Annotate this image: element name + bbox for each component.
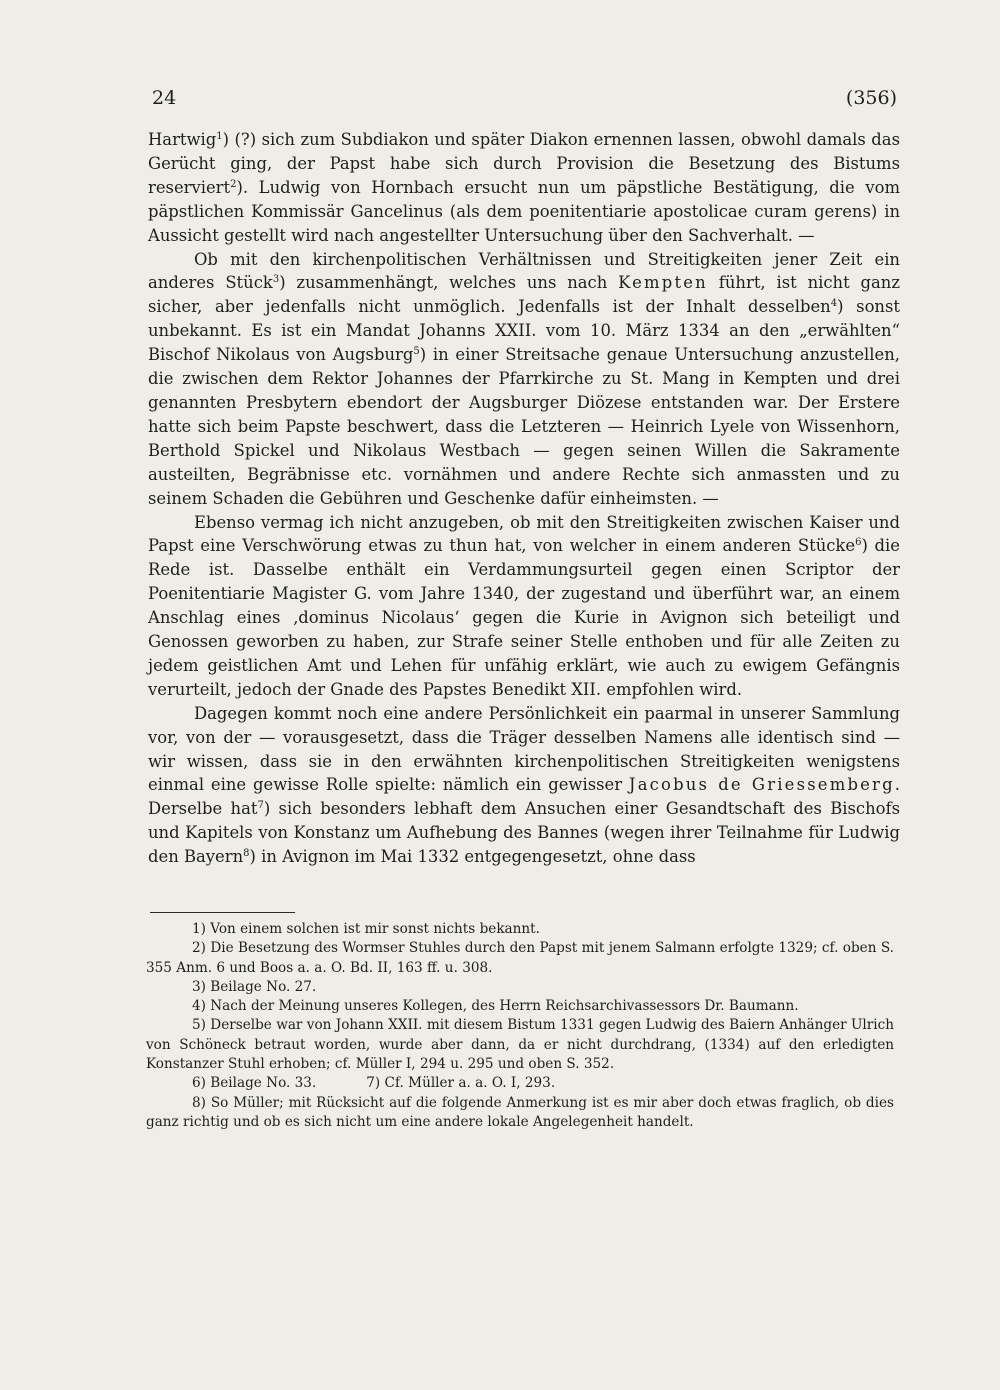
- footnote-ref: 8: [243, 848, 250, 860]
- original-page-number: (356): [845, 87, 897, 109]
- footnote-divider: [150, 912, 295, 913]
- footnote-ref: 5: [413, 346, 420, 358]
- footnote-4: 4) Nach der Meinung unseres Kollegen, des Herrn Reichsarchivassessors Dr. Baumann.: [192, 998, 799, 1015]
- footnote-ref: 4: [830, 298, 838, 310]
- spaced-name: Jacobus de Griessemberg: [628, 775, 895, 795]
- footnote-7: 7) Cf. Müller a. a. O. I, 293.: [366, 1075, 556, 1092]
- footnote-5: 5) Derselbe war von Johann XXII. mit diesem Bistum 1331 gegen Ludwig des Baiern Anhänger Ulrich von Schöneck betraut worden, wurde aber dann, da er nicht durchdrang, (1334) auf den erledigten Konstanzer Stuhl erhoben; cf. Müller I, 294 u. 295 und oben S. 352.: [146, 1017, 894, 1073]
- footnote-ref: 3: [272, 274, 280, 286]
- footnote-ref: 1: [216, 131, 223, 142]
- paragraph-3: Ebenso vermag ich nicht anzugeben, ob mit den Streitigkeiten zwischen Kaiser und Papst eine Verschwörung etwas zu thun hat, von welcher in einem anderen Stücke$^6$) die Rede ist. Dasselbe enthält ein Verdammungsurteil gegen einen Scriptor der Poenitentiarie Magister G. vom Jahre 1340, der zugestand und überführt war, an einem Anschlag eines ‚dominus Nicolaus‘ gegen die Kurie in Avignon sich beteiligt und Genossen geworben zu haben, zur Strafe seiner Stelle enthoben und für alle Zeiten zu jedem geistlichen Amt und Lehen für unfähig erklärt, wie auch zu ewigem Gefängnis verurteilt, jedoch der Gnade des Papstes Benedikt XII. empfohlen wird.: [148, 512, 900, 699]
- footnote-2: 2) Die Besetzung des Wormser Stuhles durch den Papst mit jenem Salmann erfolgte 1329; cf. oben S. 355 Anm. 6 und Boos a. a. O. Bd. II, 163 ff. u. 308.: [146, 940, 894, 976]
- footnotes-6-7: [146, 1074, 894, 1093]
- footnote-ref: 7: [257, 800, 264, 812]
- main-text: [148, 128, 900, 869]
- paragraph-4: Dagegen kommt noch eine andere Persönlichkeit ein paarmal in unserer Sammlung vor, von der — vorausgesetzt, dass die Träger desselben Namens alle identisch sind — wir wissen, dass sie in den erwähnten kirchenpolitischen Streitigkeiten wenigstens einmal eine gewisse Rolle spielte: nämlich ein gewisser Jacobus de Griessemberg. Derselbe hat$^7$) sich besonders lebhaft dem Ansuchen einer Gesandtschaft des Bischofs und Kapitels von Konstanz um Aufhebung des Bannes (wegen ihrer Teilnahme für Ludwig den Bayern$^8$) in Avignon im Mai 1332 entgegengesetzt, ohne dass: [148, 703, 900, 867]
- footnote-8: 8) So Müller; mit Rücksicht auf die folgende Anmerkung ist es mir aber doch etwas fraglich, ob dies ganz richtig und ob es sich nicht um eine andere lokale Angelegenheit handelt.: [146, 1094, 894, 1130]
- footnote-3: 3) Beilage No. 27.: [192, 978, 317, 995]
- footnote-1: 1) Von einem solchen ist mir sonst nichts bekannt.: [192, 921, 540, 937]
- page-number: 24: [152, 87, 177, 109]
- paragraph-1: Hartwig$^1$) (?) sich zum Subdiakon und später Diakon ernennen lassen, obwohl damals das Gerücht ging, der Papst habe sich durch Provision die Besetzung des Bistums reserviert$^2$). Ludwig von Hornbach ersucht nun um päpstliche Bestätigung, die vom päpstlichen Kommissär Gancelinus (als dem poenitentiarie apostolicae curam gerens) in Aussicht gestellt wird nach angestellter Untersuchung über den Sachverhalt. —: [148, 130, 900, 245]
- spaced-name: Kempten: [618, 273, 708, 293]
- footnotes: [146, 920, 894, 1132]
- footnote-6: 6) Beilage No. 33.: [192, 1075, 317, 1092]
- running-header: [152, 87, 897, 113]
- footnote-ref: 6: [855, 537, 862, 549]
- footnote-ref: 2: [230, 178, 237, 190]
- paragraph-2: Ob mit den kirchenpolitischen Verhältnissen und Streitigkeiten jener Zeit ein anderes Stück$^3$) zusammenhängt, welches uns nach Kempten führt, ist nicht ganz sicher, aber jedenfalls nicht unmöglich. Jedenfalls ist der Inhalt desselben$^4$) sonst unbekannt. Es ist ein Mandat Johanns XXII. vom 10. März 1334 an den „erwählten“ Bischof Nikolaus von Augsburg$^5$) in einer Streitsache genaue Untersuchung anzustellen, die zwischen dem Rektor Johannes der Pfarrkirche zu St. Mang in Kempten und drei genannten Presbytern ebendort der Augsburger Diözese entstanden war. Der Erstere hatte sich beim Papste beschwert, dass die Letzteren — Heinrich Lyele von Wissenhorn, Berthold Spickel und Nikolaus Westbach — gegen seinen Willen die Sakramente austeilten, Begräbnisse etc. vornähmen und andere Rechte sich anmassten und zu seinem Schaden die Gebühren und Geschenke dafür einheimsten. —: [148, 249, 900, 508]
